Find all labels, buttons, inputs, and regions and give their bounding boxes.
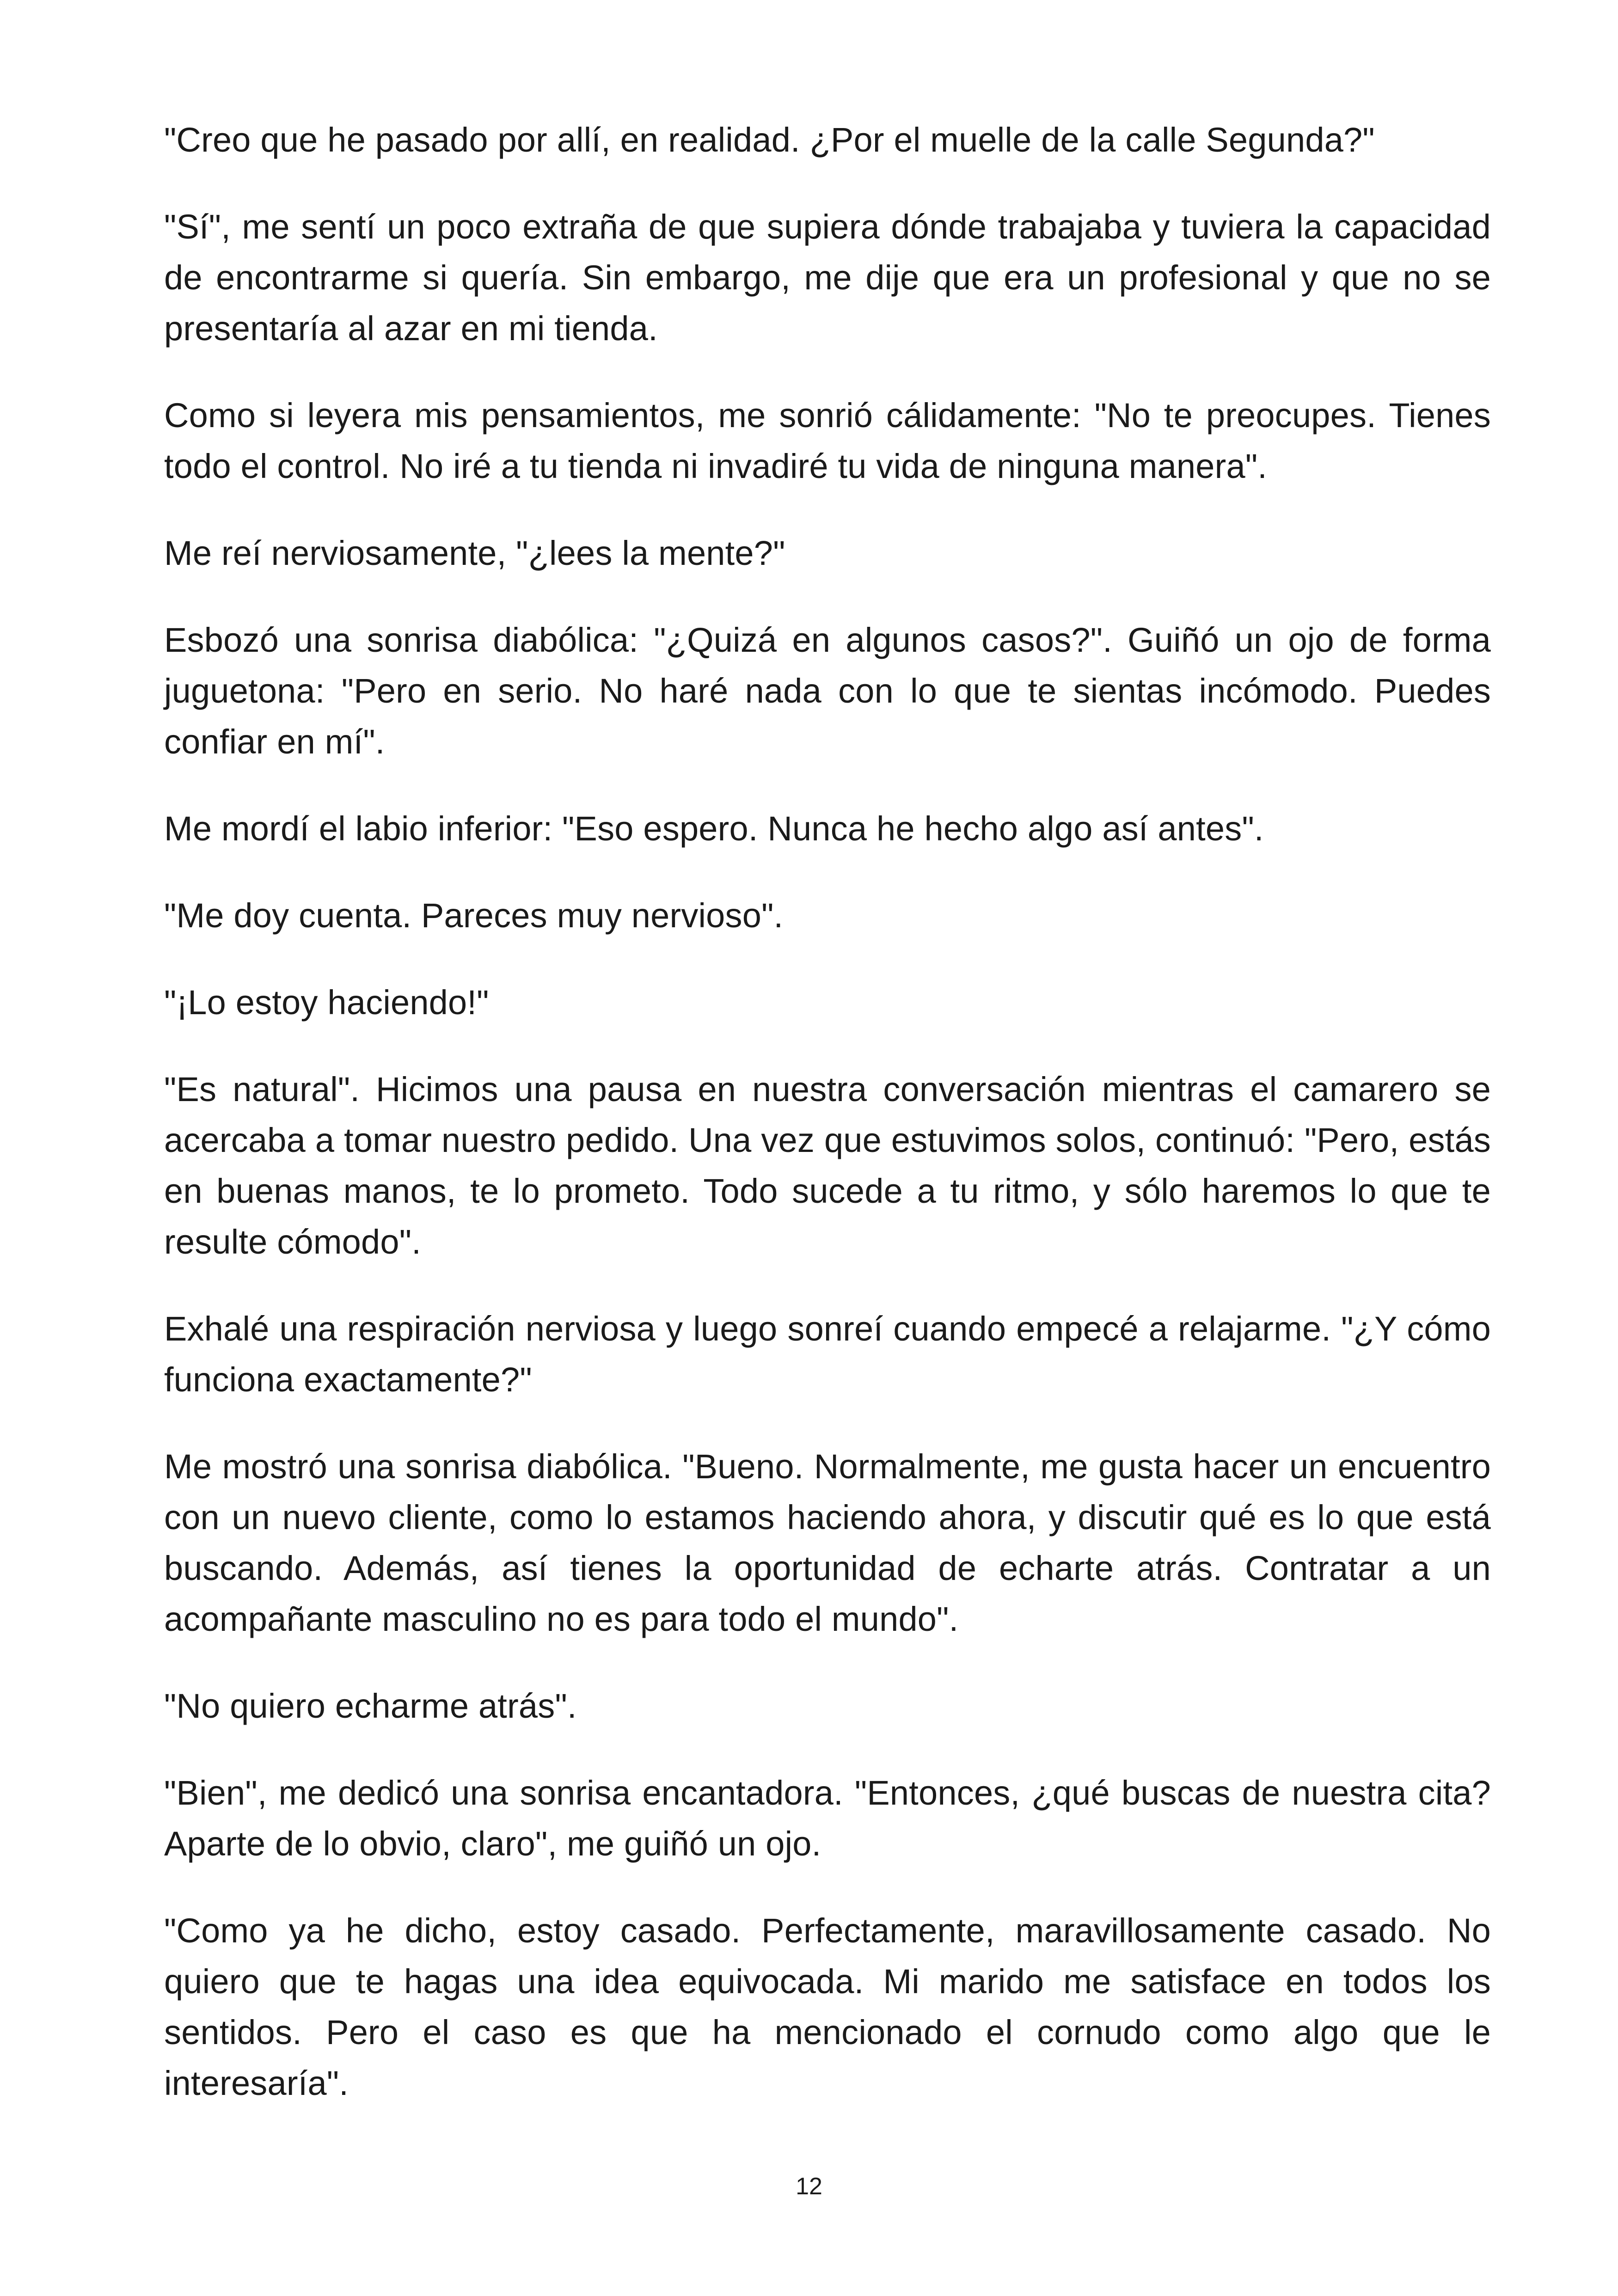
- paragraph: "Me doy cuenta. Pareces muy nervioso".: [164, 896, 784, 935]
- paragraph: Esbozó una sonrisa diabólica: "¿Quizá en algunos casos?". Guiñó un ojo de forma juguetona: "Pero en serio. No haré nada con lo que te sientas incómodo. Puedes confiar en mí".: [164, 621, 1491, 761]
- page-number: 12: [796, 2173, 822, 2200]
- paragraph: "Bien", me dedicó una sonrisa encantadora. "Entonces, ¿qué buscas de nuestra cita? Aparte de lo obvio, claro", me guiñó un ojo.: [164, 1774, 1491, 1863]
- paragraph: "Creo que he pasado por allí, en realidad. ¿Por el muelle de la calle Segunda?": [164, 121, 1375, 159]
- body-text: [164, 115, 1491, 2145]
- paragraph: "Sí", me sentí un poco extraña de que supiera dónde trabajaba y tuviera la capacidad de encontrarme si quería. Sin embargo, me dije que era un profesional y que no se presentaría al azar en mi tienda.: [164, 208, 1491, 348]
- paragraph: "No quiero echarme atrás".: [164, 1687, 577, 1725]
- paragraph: Me mostró una sonrisa diabólica. "Bueno. Normalmente, me gusta hacer un encuentro con un nuevo cliente, como lo estamos haciendo ahora, y discutir qué es lo que está buscando. Además, así tienes la oportunidad de echarte atrás. Contratar a un acompañante masculino no es para todo el mundo".: [164, 1447, 1491, 1638]
- paragraph: Me reí nerviosamente, "¿lees la mente?": [164, 534, 785, 572]
- paragraph: Exhalé una respiración nerviosa y luego sonreí cuando empecé a relajarme. "¿Y cómo funciona exactamente?": [164, 1310, 1491, 1399]
- paragraph: Me mordí el labio inferior: "Eso espero. Nunca he hecho algo así antes".: [164, 809, 1264, 848]
- paragraph: Como si leyera mis pensamientos, me sonrió cálidamente: "No te preocupes. Tienes todo el control. No iré a tu tienda ni invadiré tu vida de ninguna manera".: [164, 396, 1491, 485]
- paragraph: "¡Lo estoy haciendo!": [164, 983, 489, 1022]
- paragraph: "Es natural". Hicimos una pausa en nuestra conversación mientras el camarero se acercaba a tomar nuestro pedido. Una vez que estuvimos solos, continuó: "Pero, estás en buenas manos, te lo prometo. Todo sucede a tu ritmo, y sólo haremos lo que te resulte cómodo".: [164, 1070, 1491, 1261]
- paragraph: "Como ya he dicho, estoy casado. Perfectamente, maravillosamente casado. No quiero que te hagas una idea equivocada. Mi marido me satisface en todos los sentidos. Pero el caso es que ha mencionado el cornudo como algo que le interesaría".: [164, 1911, 1491, 2102]
